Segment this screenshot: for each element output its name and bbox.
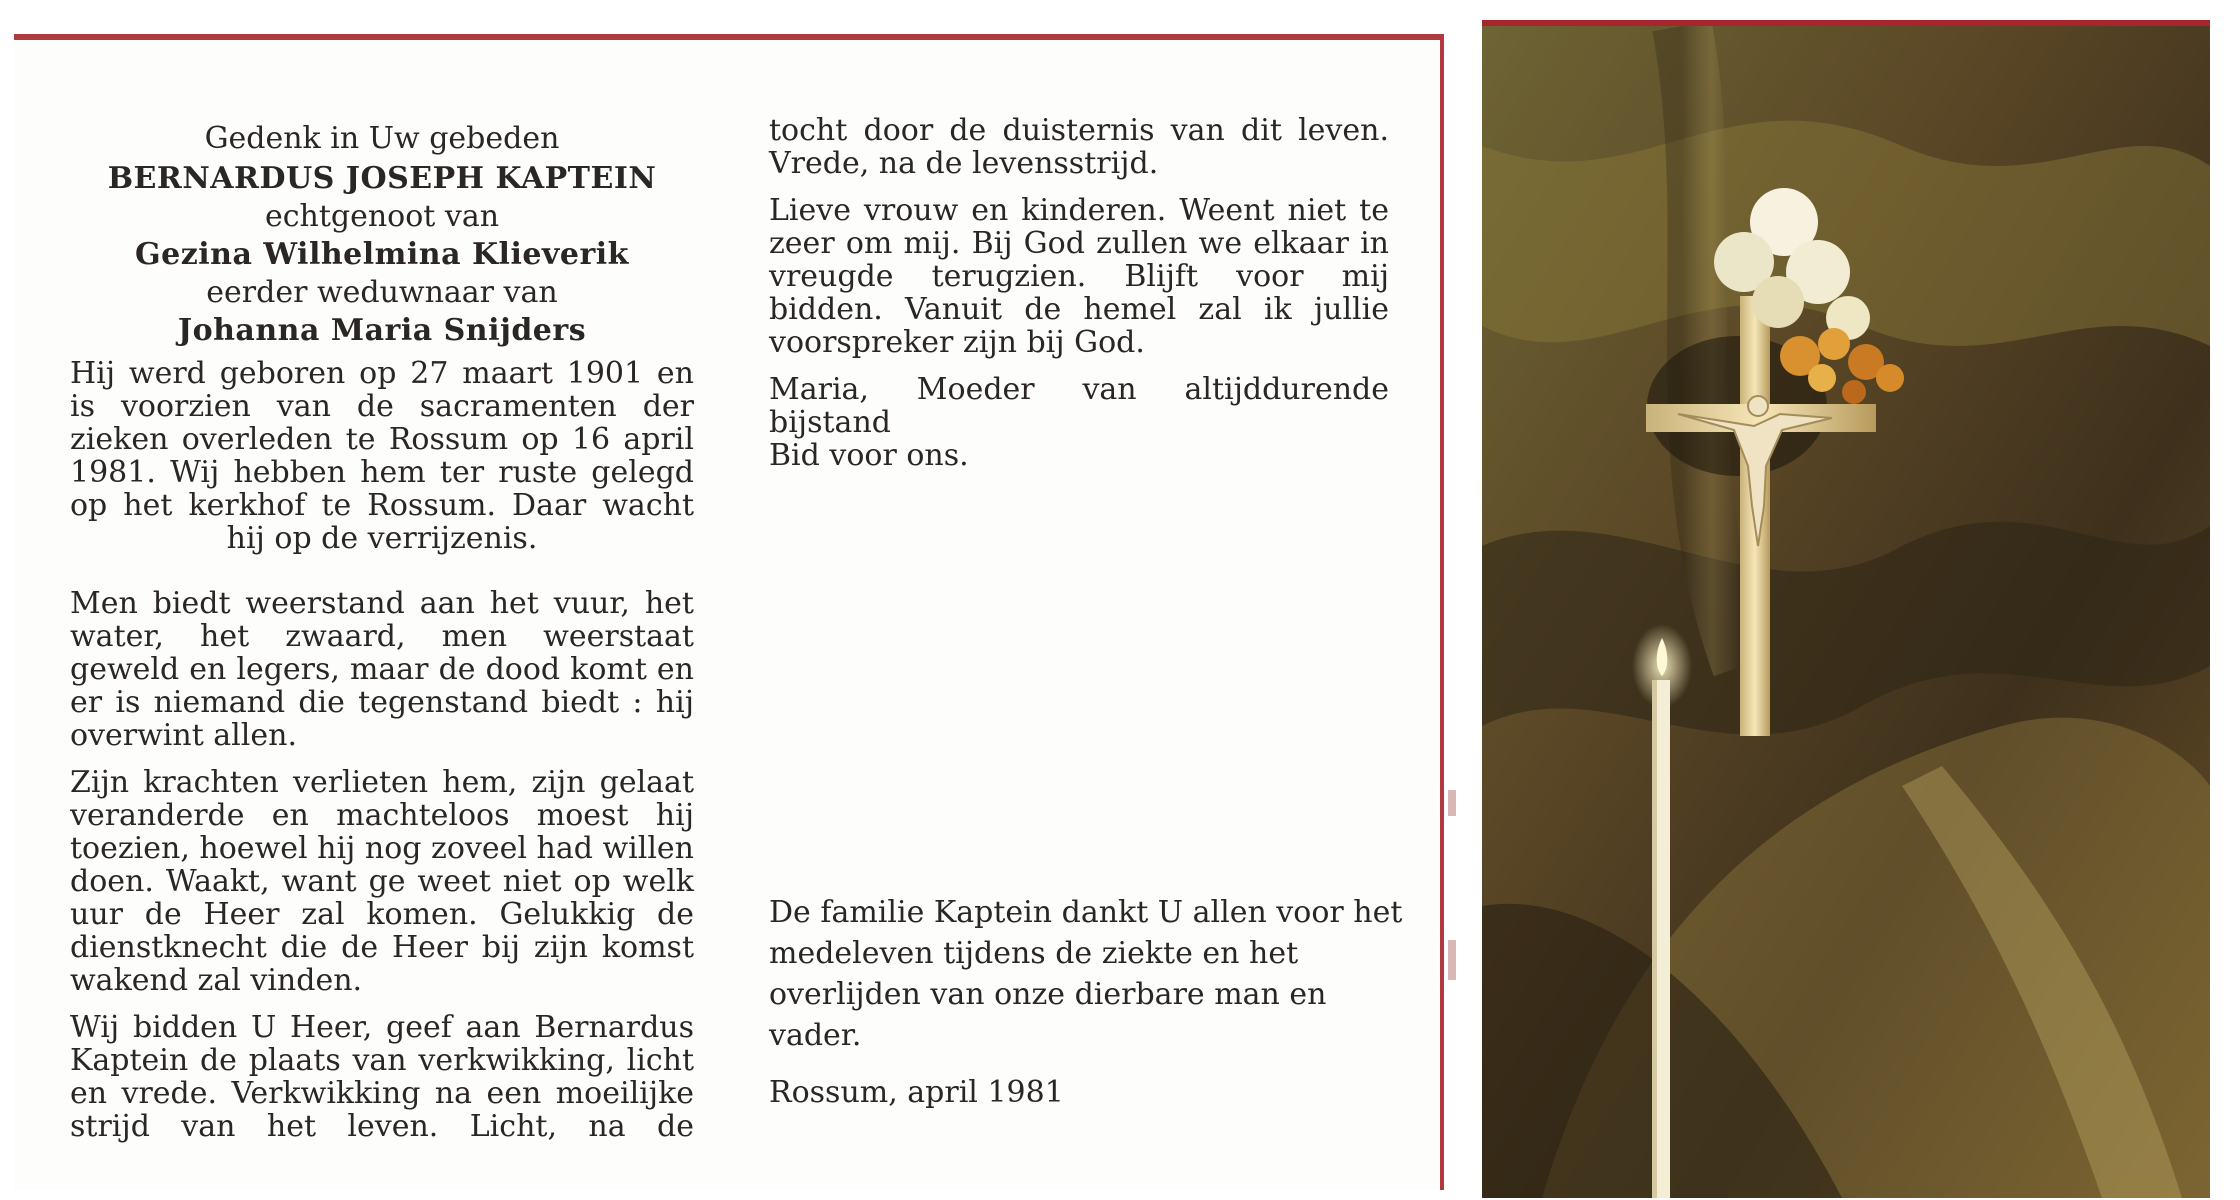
left-column: [70, 122, 694, 1143]
fold-mark: [1448, 940, 1456, 980]
deceased-name: BERNARDUS JOSEPH KAPTEIN: [107, 161, 657, 196]
biography-last-line: hij op de verrijzenis.: [226, 521, 538, 556]
marian-prayer-line-1: Maria, Moeder van altijddurende bijstand: [769, 372, 1389, 440]
spouse-name: Gezina Wilhelmina Klieverik: [135, 237, 629, 272]
prayer-paragraph: Wij bidden U Heer, geef aan Bernardus Kaptein de plaats van verkwikking, licht en vrede. Verkwikking na een moeilijke strijd van het leven. Licht, na de: [70, 1010, 694, 1144]
meditation-paragraph-1: Men biedt weerstand aan het vuur, het water, het zwaard, men weerstaat geweld en legers, maar de dood komt en er is niemand die tegenstand biedt : hij overwint allen.: [70, 586, 694, 753]
family-message: Lieve vrouw en kinderen. Weent niet te zeer om mij. Bij God zullen we elkaar in vreugde terugzien. Blijft voor mij bidden. Vanuit de hemel zal ik jullie voorspreker zijn bij God.: [769, 193, 1389, 360]
former-spouse-name: Johanna Maria Snijders: [177, 313, 587, 348]
right-column: [769, 114, 1389, 472]
spouse-label: echtgenoot van: [264, 199, 500, 234]
intro-line: Gedenk in Uw gebeden: [204, 121, 560, 156]
thanks-message: De familie Kaptein dankt U allen voor het medeleven tijdens de ziekte en het overlijden van onze dierbare man en vader.: [769, 895, 1403, 1053]
biography-text: Hij werd geboren op 27 maart 1901 en is voorzien van de sacramenten der zieken overleden te Rossum op 16 april 1981. Wij hebben hem ter ruste gelegd op het kerkhof te Rossum. Daar wacht: [70, 356, 694, 523]
candle-shade: [1652, 680, 1657, 1198]
meditation-paragraph-2: Zijn krachten verlieten hem, zijn gelaat veranderde en machteloos moest hij toezien, hoewel hij nog zoveel had willen doen. Waakt, want ge weet niet op welk uur de Heer zal komen. Gelukkig de dienstknecht die de Heer bij zijn komst wakend zal vinden.: [70, 765, 694, 998]
fold-mark: [1448, 790, 1456, 816]
memorial-card-text: [14, 34, 1444, 1190]
photo-card: [1482, 20, 2210, 1198]
former-spouse-label: eerder weduwnaar van: [206, 275, 558, 310]
prayer-paragraph-continued: tocht door de duisternis van dit leven. Vrede, na de levensstrijd.: [769, 113, 1389, 181]
marian-prayer-line-2: Bid voor ons.: [769, 438, 969, 473]
place-and-date: Rossum, april 1981: [769, 1075, 1064, 1110]
corpus-head: [1748, 396, 1768, 416]
crucifix-photo: [1482, 26, 2210, 1198]
